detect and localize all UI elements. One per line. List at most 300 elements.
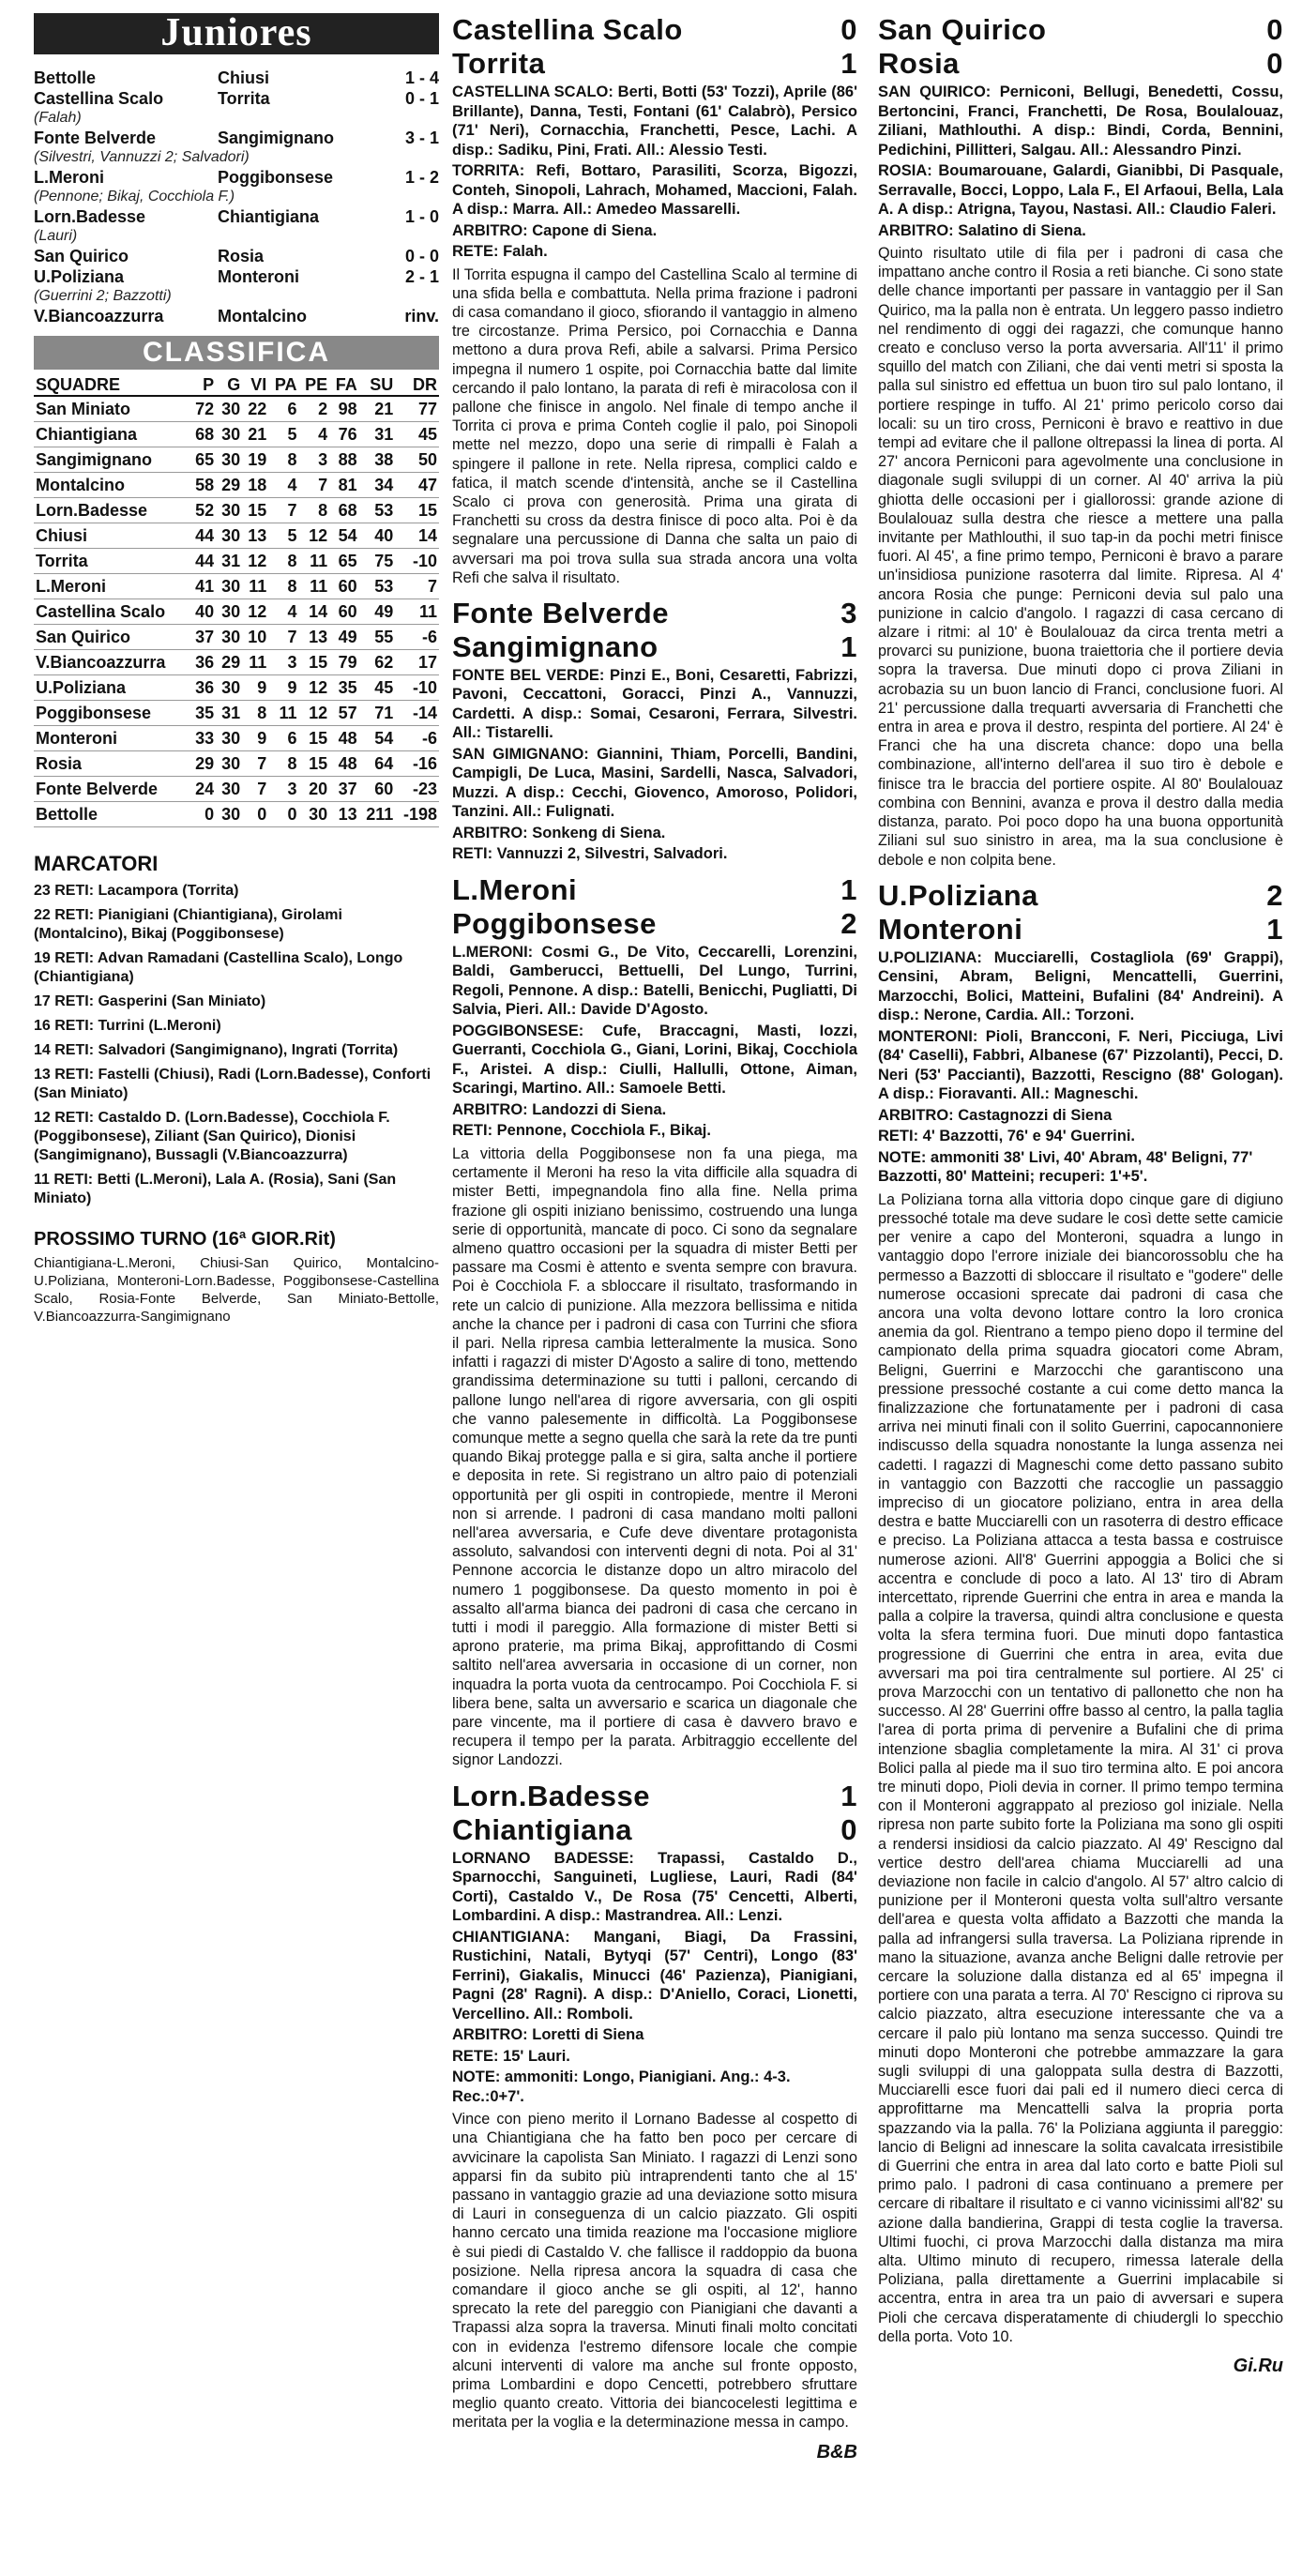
standings-team: Monteroni <box>34 726 189 751</box>
standings-cell: -6 <box>395 625 439 650</box>
result-scorers: (Lauri) <box>34 228 78 244</box>
standings-row <box>34 726 439 751</box>
match-home-line <box>452 873 857 907</box>
standings-team: Fonte Belverde <box>34 777 189 802</box>
match-home-line <box>452 13 857 47</box>
standings-cell: 55 <box>359 625 396 650</box>
standings-row <box>34 675 439 701</box>
standings-cell: 30 <box>216 396 242 422</box>
standings-cell: 12 <box>242 599 268 625</box>
match-away-score: 0 <box>840 1812 857 1846</box>
standings-cell: 21 <box>359 396 396 422</box>
result-scorers: (Pennone; Bikaj, Cocchiola F.) <box>34 189 235 205</box>
result-score: rinv. <box>404 307 439 326</box>
standings-cell: 12 <box>242 549 268 574</box>
match-away-team: Sangimignano <box>452 629 659 663</box>
standings-header-cell: FA <box>329 375 359 396</box>
standings-cell: 30 <box>216 498 242 523</box>
match-home-line <box>878 879 1283 913</box>
standings-cell: 98 <box>329 396 359 422</box>
juniores-title: Juniores <box>34 13 439 54</box>
standings-cell: 29 <box>189 751 216 777</box>
result-row <box>34 88 439 109</box>
match-away-score: 1 <box>840 629 857 663</box>
standings-cell: 22 <box>242 396 268 422</box>
result-score: 1 - 4 <box>404 68 439 87</box>
standings-cell: 10 <box>242 625 268 650</box>
lineup-home: CASTELLINA SCALO: Berti, Botti (53' Tozzi), Aprile (86' Brillante), Danna, Testi, Fontani (61' Calabrò), Persico (71' Neri), Cornacchia, Franchetti, Pesce, Lachi. A disp.: Sadiku, Pini, Frati. All.: Alessio Testi. <box>452 83 857 159</box>
standings-cell: 88 <box>329 447 359 473</box>
result-row <box>34 167 439 188</box>
result-row <box>34 246 439 266</box>
referee: ARBITRO: Landozzi di Siena. <box>452 1100 667 1118</box>
standings-cell: 54 <box>359 726 396 751</box>
standings-cell: 29 <box>216 650 242 675</box>
goals: RETI: 4' Bazzotti, 76' e 94' Guerrini. <box>878 1128 1136 1145</box>
standings-cell: 21 <box>242 422 268 447</box>
standings-row <box>34 447 439 473</box>
standings-cell: 30 <box>216 726 242 751</box>
standings-row <box>34 498 439 523</box>
prossimo-turno-title: PROSSIMO TURNO (16ª GIOR.Rit) <box>34 1229 336 1250</box>
result-scorers: (Guerrini 2; Bazzotti) <box>34 288 172 304</box>
standings-cell: -16 <box>395 751 439 777</box>
standings-cell: 8 <box>268 549 298 574</box>
standings-cell: 12 <box>299 701 330 726</box>
standings-cell: 54 <box>329 523 359 549</box>
standings-cell: 30 <box>299 802 330 827</box>
standings-cell: 11 <box>242 574 268 599</box>
standings-cell: 75 <box>359 549 396 574</box>
result-away: Sangimignano <box>218 129 335 147</box>
standings-cell: 40 <box>189 599 216 625</box>
standings-cell: 36 <box>189 675 216 701</box>
match-away-team: Torrita <box>452 47 546 80</box>
standings-cell: 11 <box>242 650 268 675</box>
result-row <box>34 128 439 148</box>
result-score: 0 - 0 <box>404 247 439 265</box>
standings-cell: 17 <box>395 650 439 675</box>
goals: RETI: Vannuzzi 2, Silvestri, Salvadori. <box>452 845 728 863</box>
standings-row <box>34 701 439 726</box>
result-home: Bettolle <box>34 68 97 87</box>
standings-cell: 30 <box>216 751 242 777</box>
standings-row <box>34 574 439 599</box>
match-away-score: 1 <box>840 47 857 80</box>
result-row <box>34 306 439 326</box>
result-row <box>34 266 439 287</box>
standings-cell: 37 <box>189 625 216 650</box>
result-away: Monteroni <box>218 267 299 286</box>
marcatori-line: 22 RETI: Pianigiani (Chiantigiana), Girolami (Montalcino), Bikaj (Poggibonsese) <box>34 907 342 942</box>
standings-cell: 34 <box>359 473 396 498</box>
standings-team: L.Meroni <box>34 574 189 599</box>
standings-cell: 7 <box>268 498 298 523</box>
result-score: 1 - 0 <box>404 207 439 226</box>
standings-cell: 14 <box>299 599 330 625</box>
match-away-team: Chiantigiana <box>452 1812 633 1846</box>
standings-row <box>34 549 439 574</box>
match-away-team: Rosia <box>878 47 960 80</box>
standings-row <box>34 751 439 777</box>
standings-cell: 60 <box>329 599 359 625</box>
standings-cell: 5 <box>268 422 298 447</box>
standings-cell: 24 <box>189 777 216 802</box>
standings-cell: 3 <box>268 650 298 675</box>
standings-cell: -23 <box>395 777 439 802</box>
match-report <box>452 13 857 587</box>
marcatori-line: 13 RETI: Fastelli (Chiusi), Radi (Lorn.Badesse), Conforti (San Miniato) <box>34 1067 431 1101</box>
referee: ARBITRO: Loretti di Siena <box>452 2026 644 2044</box>
result-scorers: (Falah) <box>34 110 82 126</box>
standings-team: U.Poliziana <box>34 675 189 701</box>
lineup-away: TORRITA: Refi, Bottaro, Parasiliti, Scorza, Bigozzi, Conteh, Sinopoli, Lahrach, Mohamed, Maccioni, Falah. A disp.: Marra. All.: Amedeo Massarelli. <box>452 162 857 218</box>
standings-row <box>34 777 439 802</box>
standings-cell: 57 <box>329 701 359 726</box>
standings-cell: 7 <box>242 751 268 777</box>
standings-cell: 79 <box>329 650 359 675</box>
match-away-line <box>452 630 857 664</box>
standings-cell: 62 <box>359 650 396 675</box>
standings-team: Rosia <box>34 751 189 777</box>
match-away-score: 1 <box>1266 912 1283 946</box>
marcatori-line: 23 RETI: Lacampora (Torrita) <box>34 883 239 899</box>
standings-row <box>34 523 439 549</box>
result-scorers: (Silvestri, Vannuzzi 2; Salvadori) <box>34 149 250 165</box>
match-home-line <box>878 13 1283 47</box>
match-away-line <box>878 47 1283 81</box>
result-away: Chiantigiana <box>218 207 320 226</box>
column-right <box>878 13 1283 2377</box>
standings-cell: 6 <box>268 396 298 422</box>
match-home-score: 1 <box>840 1779 857 1812</box>
standings-cell: 30 <box>216 625 242 650</box>
match-report-text: Il Torrita espugna il campo del Castellina Scalo al termine di una sfida bella e combattuta. Nella prima frazione i padroni di casa comandano il gioco, sfiorando il vantaggio in almeno tre circostanze. Prima Persico, poi Cornacchia e Danna mettono a dura prova Refi, abile a salvarsi. Prima Persico impegna il numero 1 ospite, poi Cornacchia batte dal limite cercando il palo lontano, la parata di refi è miracolosa con il pallone che finisce in angolo. Nel finale di tempo anche il Torrita ci prova e prima Conteh coglie il palo, poi Sinopoli mette nel mezzo, dopo una serie di rimpalli è Falah a spingere il pallone in rete. Nella ripresa, complici caldo e fatica, il match scende d'intensità, anche se il Castellina Scalo ci prova con generosità. Prima una girata di Franchetti su cross da destra finisce di poco alta. Poi è da segnalare una percussione di Danna che salta un paio di avversari ma poi trova sulla sua strada ancora una volta Refi che salva il risultato. <box>452 265 857 586</box>
referee: ARBITRO: Salatino di Siena. <box>878 221 1086 239</box>
match-report <box>878 879 1283 2346</box>
standings-team: V.Biancoazzurra <box>34 650 189 675</box>
standings-team: Bettolle <box>34 802 189 827</box>
lineup-home: U.POLIZIANA: Mucciarelli, Costagliola (69' Grappi), Censini, Abram, Beligni, Mencattelli, Guerrini, Marzocchi, Bolici, Matteini, Bufalini (84' Andreini). A disp.: Nerone, Cardia. All.: Torzoni. <box>878 948 1283 1024</box>
match-home-line <box>452 597 857 630</box>
standings-cell: 14 <box>395 523 439 549</box>
lineup-home: SAN QUIRICO: Perniconi, Bellugi, Benedetti, Cossu, Bertoncini, Franci, Franchetti, De Rosa, Boulalouaz, Ziliani, Mathlouthi. A disp.: Bindi, Corda, Bennini, Pedichini, Pillitteri, Salgau. All.: Alessandro Pinzi. <box>878 83 1283 159</box>
standings-cell: 68 <box>329 498 359 523</box>
standings-cell: -10 <box>395 675 439 701</box>
result-home: Lorn.Badesse <box>34 207 146 226</box>
standings-team: Chiusi <box>34 523 189 549</box>
standings-team: Castellina Scalo <box>34 599 189 625</box>
standings-row <box>34 396 439 422</box>
standings-team: Sangimignano <box>34 447 189 473</box>
referee: ARBITRO: Capone di Siena. <box>452 221 658 239</box>
standings-cell: 4 <box>268 473 298 498</box>
standings-cell: 8 <box>268 574 298 599</box>
standings-cell: 8 <box>268 751 298 777</box>
goals: RETE: Falah. <box>452 243 548 260</box>
notes: NOTE: ammoniti 38' Livi, 40' Abram, 48' Beligni, 77' Bazzotti, 80' Matteini; recuperi: 1'+5'. <box>878 1148 1253 1186</box>
standings-cell: 4 <box>299 422 330 447</box>
standings-cell: 81 <box>329 473 359 498</box>
standings-cell: 47 <box>395 473 439 498</box>
match-home-team: San Quirico <box>878 13 1047 46</box>
standings-cell: 3 <box>268 777 298 802</box>
match-away-score: 0 <box>1266 47 1283 80</box>
standings-cell: 77 <box>395 396 439 422</box>
standings-header-row <box>34 375 439 396</box>
lineup-home: FONTE BEL VERDE: Pinzi E., Boni, Cesaretti, Fabrizzi, Pavoni, Ceccattoni, Goracci, Pinzi A., Vannuzzi, Cardetti. A disp.: Somai, Cesaroni, Ferrara, Silvestri. All.: Tistarelli. <box>452 666 857 742</box>
standings-body <box>34 396 439 827</box>
standings-cell: 30 <box>216 599 242 625</box>
standings-cell: 65 <box>329 549 359 574</box>
lineup-away: ROSIA: Boumarouane, Galardi, Gianibbi, Di Pasquale, Serravalle, Bocci, Loppo, Lala F., El Arfaoui, Bella, Lala A. A disp.: Atrigna, Tayou, Nastasi. All.: Claudio Faleri. <box>878 162 1283 218</box>
standings-cell: 11 <box>299 574 330 599</box>
standings-cell: 13 <box>242 523 268 549</box>
standings-cell: -10 <box>395 549 439 574</box>
standings-cell: 11 <box>268 701 298 726</box>
standings-cell: 71 <box>359 701 396 726</box>
standings-team: Chiantigiana <box>34 422 189 447</box>
result-row <box>34 68 439 88</box>
result-away: Torrita <box>218 89 270 108</box>
match-report <box>452 597 857 864</box>
standings-cell: 29 <box>216 473 242 498</box>
match-report-text: Vince con pieno merito il Lornano Badesse al cospetto di una Chiantigiana che ha fatto ben poco per cercare di avvicinare la capolista San Miniato. I ragazzi di Lenzi sono apparsi fin da subito più intraprendenti tanto che al 15' passano in vantaggio grazie ad una deviazione sotto misura di Lauri in conseguenza di un calcio piazzato. Gli ospiti hanno cercato una timida reazione ma l'occasione migliore è sui piedi di Castaldo V. che fallisce il raddoppio da buona posizione. Nella ripresa ancora la squadra di casa che comandare il gioco anche se gli ospiti, al 12', hanno sprecato la rete del pareggio con Pianigiani che davanti a Trapassi alza sopra la traversa. Minuti finali molto concitati con in evidenza l'estremo difensore locale che compie alcuni interventi di valore ma anche sul fronte opposto, prima Lombardini e dopo Cencetti, potrebbero sfruttare meglio quanto creato. Vittoria dei biancocelesti legittima e meritata per la voglia e la determinazione messa in campo. <box>452 2111 857 2432</box>
match-home-team: Castellina Scalo <box>452 13 683 46</box>
marcatori-line: 17 RETI: Gasperini (San Miniato) <box>34 993 266 1009</box>
match-home-team: Fonte Belverde <box>452 596 669 629</box>
match-home-score: 3 <box>840 596 857 629</box>
result-home: Castellina Scalo <box>34 89 164 108</box>
lineup-home: LORNANO BADESSE: Trapassi, Castaldo D., Sparnocchi, Sanguineti, Lugliese, Lauri, Radi (84' Corti), Castaldo V., De Rosa (75' Cencetti, Alberti, Lombardini. A disp.: Mastrandrea. All.: Lenzi. <box>452 1849 857 1925</box>
marcatori-list <box>34 882 439 1208</box>
match-report-text: La Poliziana torna alla vittoria dopo cinque gare di digiuno pressoché totale ma deve sudare le così dette sette camicie per venire a capo del Monteroni, squadra a lungo in vantaggio dopo l'errore iniziale dei biancorossoblu che ha permesso a Bazzotti di sbloccare il risultato e "godere" delle numerose occasioni sprecate dai padroni di casa che ancora una volta devono lottare contro la loro cronica anemia da gol. Rientrano a tempo pieno dopo il termine del campionato della prima squadra giocatori come Abram, Beligni, Guerrini e Marzocchi che garantiscono una pressione pressoché costante a cui come detto manca la finalizzazione che fortunatamente per i padroni di casa arriva nei minuti finali con il solito Guerrini, capocannoniere indiscusso della squadra nonostante la lunga assenza nei cadetti. I ragazzi di Magneschi come detto passano subito in vantaggio con Bazzotti che raccoglie un passaggio impreciso di un giocatore poliziano, entra in area della destra e batte Mucciarelli con un rasoterra di destro efficace e preciso. La Poliziana attacca a testa bassa e costruisce numerose azioni. All'8' Guerrini appoggia a Bolici che si accentra e conclude di poco a lato. Al 13' tiro di Abram intercettato, riprende Guerrini che entra in area e manda la palla a colpire la traversa, quindi altra conclusione e questa volta la sfera termina fuori. Due minuti dopo fantastica progressione di Guerrini che entra in area, evita due avversari ma poi tira centralmente sul portiere. Al 25' ci prova Marzocchi con un tentativo di pallonetto che non ha successo. Al 28' Guerrini offre basso al centro, la palla taglia l'area di porta prima di pervenire a Bufalini che di prima intenzione sbaglia completamente la mira. Al 31' ci prova Bolici palla al piede ma il suo tiro termina alto. E poi ancora tre minuti dopo, Pioli devia in corner. Il primo tempo termina con il Monteroni aggrappato al prezioso gol iniziale. Nella ripresa non parte subito forte la Poliziana ma sono gli ospiti a rendersi insidiosi da calcio piazzato. Al 49' Rescigno dal vertice destro dell'area chiama Mucciarelli ad una deviazione non facile in calcio d'angolo. Al 57' altro calcio di punizione per il Monteroni questa volta sull'altro versante dell'area e questa volta affidato a Bazzotti che manda la palla ad infrangersi sulla traversa. La Poliziana riprende in mano la situazione, avanza anche Beligni dalle retrovie per cercare la soluzione dalla distanza ed al 65' impegna il portiere con una parata a terra. Al 70' Rescigno ci riprova su calcio piazzato, altra esecuzione interessante che va a cercare il palo più lontano ma senza successo. Quindi tre minuti dopo Monteroni che potrebbe ammazzare la gara sugli sviluppi di una galoppata sulla destra di Bazzotti, Mucciarelli esce fuori dai pali ed il numero dieci cerca di approfittarne ma Mencattelli salva la propria porta spazzando via la palla. 76' la Poliziana aggiunta il pareggio: lancio di Beligni ad innescare la solita cavalcata irresistibile di Guerrini che entra in area dal lato corto e batte Pioli sul primo palo. I padroni di casa continuano a premere per cercare di ribaltare il risultato e ci vanno vicinissimi all'82' su azione dalla bandierina, Grappi di testa coglie la traversa. Ultimi fuochi, ci prova Marzocchi dalla distanza ma mira alta. Ultimo minuto di recupero, rimessa laterale della Poliziana, palla direttamente a Guerrini implacabile si accentra, entra in area tra un paio di avversari e supera Pioli che cercava disperatamente di chiudergli lo specchio della porta. Voto 10. <box>878 1190 1283 2345</box>
standings-cell: 68 <box>189 422 216 447</box>
standings-row <box>34 650 439 675</box>
standings-cell: 44 <box>189 549 216 574</box>
match-reports-right <box>878 13 1283 2346</box>
standings-cell: 6 <box>268 726 298 751</box>
standings-header-cell: PE <box>299 375 330 396</box>
lineup-away: SAN GIMIGNANO: Giannini, Thiam, Porcelli, Bandini, Campigli, De Luca, Masini, Sardelli, Nasca, Salvadori, Muzzi. A disp.: Cecchi, Giovenco, Amoroso, Polidori, Tanzini. All.: Fulignati. <box>452 745 857 821</box>
standings-cell: 4 <box>268 599 298 625</box>
standings-header-cell: G <box>216 375 242 396</box>
result-away: Poggibonsese <box>218 168 334 187</box>
standings-cell: 30 <box>216 675 242 701</box>
marcatori-line: 12 RETI: Castaldo D. (Lorn.Badesse), Cocchiola F. (Poggibonsese), Ziliant (San Quirico), Dionisi (Sangimignano), Bussagli (V.Biancoazzurra) <box>34 1110 390 1163</box>
standings-cell: 9 <box>242 726 268 751</box>
standings-cell: 2 <box>299 396 330 422</box>
match-away-line <box>452 1813 857 1847</box>
column-middle <box>452 13 857 2463</box>
prossimo-turno-text: Chiantigiana-L.Meroni, Chiusi-San Quirico, Montalcino-U.Poliziana, Monteroni-Lorn.Badesse, Poggibonsese-Castellina Scalo, Rosia-Fonte Belverde, San Miniato-Bettolle, V.Biancoazzurra-Sangimignano <box>34 1255 439 1325</box>
result-away: Rosia <box>218 247 265 265</box>
lineup-home: L.MERONI: Cosmi G., De Vito, Ceccarelli, Lorenzini, Baldi, Gamberucci, Bettuelli, Del Lungo, Turrini, Regoli, Pennone. A disp.: Batelli, Benicchi, Pugliatti, Di Salvia, Pieri. All.: Davide D'Agosto. <box>452 943 857 1019</box>
standings-team: San Miniato <box>34 396 189 422</box>
result-home: V.Biancoazzurra <box>34 307 164 326</box>
standings-cell: 30 <box>216 574 242 599</box>
referee: ARBITRO: Castagnozzi di Siena <box>878 1106 1113 1124</box>
match-away-line <box>878 913 1283 947</box>
standings-team: San Quirico <box>34 625 189 650</box>
standings-header-cell: DR <box>395 375 439 396</box>
standings-cell: 0 <box>242 802 268 827</box>
standings-cell: 35 <box>329 675 359 701</box>
standings-team: Torrita <box>34 549 189 574</box>
standings-cell: 44 <box>189 523 216 549</box>
standings-cell: 30 <box>216 777 242 802</box>
standings-cell: 30 <box>216 422 242 447</box>
match-away-line <box>452 47 857 81</box>
result-away: Chiusi <box>218 68 270 87</box>
standings-cell: 7 <box>395 574 439 599</box>
signature-right: Gi.Ru <box>1233 2356 1283 2377</box>
standings-cell: 50 <box>395 447 439 473</box>
standings-cell: 38 <box>359 447 396 473</box>
match-home-team: Lorn.Badesse <box>452 1779 651 1812</box>
standings-cell: -14 <box>395 701 439 726</box>
match-home-line <box>452 1780 857 1813</box>
match-home-score: 0 <box>840 13 857 46</box>
standings-cell: 7 <box>242 777 268 802</box>
standings-cell: 45 <box>359 675 396 701</box>
standings-cell: 40 <box>359 523 396 549</box>
match-report <box>452 1780 857 2432</box>
standings-cell: -198 <box>395 802 439 827</box>
column-left <box>34 13 439 1326</box>
result-score: 1 - 2 <box>404 168 439 187</box>
results-list <box>34 68 439 326</box>
standings-cell: 15 <box>395 498 439 523</box>
match-away-team: Poggibonsese <box>452 906 657 940</box>
standings-row <box>34 599 439 625</box>
goals: RETE: 15' Lauri. <box>452 2047 570 2065</box>
standings-cell: 49 <box>329 625 359 650</box>
standings-cell: 35 <box>189 701 216 726</box>
standings-cell: 31 <box>359 422 396 447</box>
match-report <box>878 13 1283 870</box>
standings-table <box>34 375 439 827</box>
marcatori-line: 14 RETI: Salvadori (Sangimignano), Ingrati (Torrita) <box>34 1042 399 1058</box>
standings-cell: 0 <box>268 802 298 827</box>
result-score: 2 - 1 <box>404 267 439 286</box>
result-score: 0 - 1 <box>404 89 439 108</box>
standings-cell: 12 <box>299 523 330 549</box>
standings-cell: 30 <box>216 523 242 549</box>
result-score: 3 - 1 <box>404 129 439 147</box>
standings-cell: 15 <box>299 751 330 777</box>
standings-cell: 11 <box>395 599 439 625</box>
signature-middle: B&B <box>816 2441 857 2462</box>
standings-cell: -6 <box>395 726 439 751</box>
standings-cell: 60 <box>359 777 396 802</box>
standings-cell: 20 <box>299 777 330 802</box>
standings-team: Montalcino <box>34 473 189 498</box>
standings-header-cell: SQUADRE <box>34 375 189 396</box>
match-report-text: Quinto risultato utile di fila per i padroni di casa che impattano anche contro il Rosia a reti bianche. Ci sono state delle chance importanti per passare in vantaggio per il San Quirico, ma la palla non è entrata. Un leggero passo indietro nel rendimento di oggi dei ragazzi, che comunque hanno creato e concluso verso la porta avversaria. All'11' il primo squillo del match con Ziliani, che dai venti metri si sposta la palla sul sinistro ed effettua un buon tiro sul palo lontano, il portiere respinge in tuffo. Al 21' primo pericolo corso dai locali: su un tiro cross, Perniconi è bravo e reattivo in due tempi ad evitare che il pallone oltrepassi la linea di porta. Al 27' ancora Perniconi para agevolmente una conclusione in diagonale sugli sviluppi di un corner. Al 40' arriva la più ghiotta delle occasioni per i giallorossi: grande azione di Boulalouaz sulla destra che riesce a mettere una palla invitante per Mathlouthi, il suo tap-in da pochi metri finisce fuori. Al 45', a fine primo tempo, Perniconi è bravo a parare un'insidiosa punizione rasoterra dal limite. Ripresa. Al 4' ancora Rosia che punge: Perniconi devia sul palo una punizione in calcio d'angolo. I ragazzi di casa cercano di alzare i ritmi: al 10' è Boulalouaz da circa trenta metri a provarci su punizione, buona traiettoria che il portiere devia sopra la traversa. Due minuti dopo ci prova Ziliani in acrobazia su un buon lancio di Franci, conclusione fuori. Al 21' percussione dalla trequarti avversaria di Franchetti che entra in area e prova il destro, respinta del portiere. Al 24' è Franci che ha una discreta chance: dopo una bella combinazione, all'interno dell'area il suo tiro è debole e finisce tra le braccia del portiere ospite. Al 80' Boulalouaz combina con Bennini, avanza e prova il destro dalla media distanza, parato. Poi poco dopo ha una buona opportunità Ziliani sul suo sinistro in area, ma la sua conclusione è debole e non colpita bene. <box>878 245 1283 869</box>
result-row <box>34 206 439 227</box>
standings-cell: 18 <box>242 473 268 498</box>
standings-cell: 33 <box>189 726 216 751</box>
standings-cell: 3 <box>299 447 330 473</box>
standings-row <box>34 422 439 447</box>
standings-row <box>34 802 439 827</box>
match-home-team: U.Poliziana <box>878 878 1038 912</box>
lineup-away: POGGIBONSESE: Cufe, Braccagni, Masti, Iozzi, Guerranti, Cocchiola G., Giani, Lorini, Bikaj, Cocchiola F., Aristei. A disp.: Ciulli, Hallulli, Ottone, Aiman, Scaringi, Martino. All.: Samoele Betti. <box>452 1022 857 1098</box>
standings-cell: 31 <box>216 701 242 726</box>
marcatori-line: 11 RETI: Betti (L.Meroni), Lala A. (Rosia), Sani (San Miniato) <box>34 1172 397 1206</box>
standings-cell: 8 <box>242 701 268 726</box>
standings-cell: 5 <box>268 523 298 549</box>
standings-header-cell: VI <box>242 375 268 396</box>
standings-cell: 53 <box>359 498 396 523</box>
standings-cell: 15 <box>242 498 268 523</box>
standings-cell: 8 <box>268 447 298 473</box>
standings-cell: 37 <box>329 777 359 802</box>
match-away-score: 2 <box>840 906 857 940</box>
standings-cell: 15 <box>299 650 330 675</box>
result-away: Montalcino <box>218 307 307 326</box>
standings-cell: 53 <box>359 574 396 599</box>
standings-cell: 9 <box>268 675 298 701</box>
match-report-text: La vittoria della Poggibonsese non fa una piega, ma certamente il Meroni ha reso la vita difficile alla squadra di mister Betti, impegnandola fino alla fine. Nella prima frazione gli ospiti iniziano benissimo, costruendo una lunga serie di opportunità, mancate di poco. Ci sono da segnalare almeno quattro occasioni per la squadra di mister Betti per passare ma Cosmi è attento e sventa sempre con bravura. Poi è Cocchiola F. a sbloccare il risultato, trasformando in rete un calcio di punizione. Alla mezzora bellissima e nitida anche la chance per i padroni di casa con Turrini che sfiora il pari. Nella ripresa cambia letteralmente la musica. Sono infatti i ragazzi di mister D'Agosto a salire di tono, mettendo grandissima determinazione su tutti i palloni, cercando di pallone lungo nell'area di rigore avversaria, con gli ospiti che vanno palesemente in difficoltà. La Poggibonsese comunque mette a segno quella che sarà la rete da tre punti quando Bikaj protegge palla e si gira, salta anche il portiere e deposita in rete. Si registrano un altro paio di potenziali opportunità per gli ospiti in contropiede, mentre il Meroni non si arrende. I padroni di casa mandano molti palloni nell'area avversaria, e Cufe deve diventare protagonista assoluto, salvandosi con interventi degni di nota. Poi al 31' Pennone accorcia le distanze dopo un altro miracolo del numero 1 poggibonsese. Da questo momento in poi è assalto all'arma bianca dei padroni di casa che cercano in tutti i modi il pareggio. Alla formazione di mister Betti si aprono praterie, ma prima Bikaj, approfittando di Cosmi saltito nell'area avversaria in occasione di un corner, non inquadra la porta vuota da centrocampo. Poi Cocchiola F. si libera bene, salta un avversario e scarica un diagonale che pare vincente, ma il portiere di casa è davvero bravo e recupera il tempo per la parata. Arbitraggio eccellente del signor Landozzi. <box>452 1144 857 1769</box>
standings-cell: 52 <box>189 498 216 523</box>
standings-cell: 0 <box>189 802 216 827</box>
standings-cell: 211 <box>359 802 396 827</box>
standings-header-cell: PA <box>268 375 298 396</box>
result-home: L.Meroni <box>34 168 104 187</box>
standings-cell: 48 <box>329 751 359 777</box>
result-home: Fonte Belverde <box>34 129 157 147</box>
standings-team: Lorn.Badesse <box>34 498 189 523</box>
standings-cell: 41 <box>189 574 216 599</box>
standings-cell: 58 <box>189 473 216 498</box>
standings-cell: 11 <box>299 549 330 574</box>
standings-cell: 45 <box>395 422 439 447</box>
standings-cell: 76 <box>329 422 359 447</box>
match-reports-middle <box>452 13 857 2432</box>
standings-cell: 30 <box>216 802 242 827</box>
standings-cell: 49 <box>359 599 396 625</box>
result-home: U.Poliziana <box>34 267 125 286</box>
standings-row <box>34 625 439 650</box>
match-home-score: 2 <box>1266 878 1283 912</box>
lineup-away: CHIANTIGIANA: Mangani, Biagi, Da Frassini, Rustichini, Natali, Bytyqi (57' Centri), Longo (83' Ferrini), Giakalis, Minucci (46' Pazienza), Pianigiani, Pagni (28' Ragni). A disp.: D'Aniello, Coraci, Lionetti, Vercellino. All.: Romboli. <box>452 1928 857 2023</box>
standings-cell: 9 <box>242 675 268 701</box>
standings-cell: 65 <box>189 447 216 473</box>
match-away-line <box>452 907 857 941</box>
standings-team: Poggibonsese <box>34 701 189 726</box>
standings-cell: 31 <box>216 549 242 574</box>
standings-header-cell: SU <box>359 375 396 396</box>
marcatori-line: 19 RETI: Advan Ramadani (Castellina Scalo), Longo (Chiantigiana) <box>34 950 403 985</box>
referee: ARBITRO: Sonkeng di Siena. <box>452 824 666 841</box>
standings-cell: 30 <box>216 447 242 473</box>
standings-header-cell: P <box>189 375 216 396</box>
standings-cell: 72 <box>189 396 216 422</box>
result-home: San Quirico <box>34 247 129 265</box>
notes: NOTE: ammoniti: Longo, Pianigiani. Ang.: 4-3. Rec.:0+7'. <box>452 2068 791 2105</box>
lineup-away: MONTERONI: Pioli, Brancconi, F. Neri, Picciuga, Livi (84' Caselli), Fabbri, Albanese (67' Pizzolanti), Pecci, D. Neri (53' Paccianti), Bazzotti, Rescigno (88' Gologan). A disp.: Fioravanti. All.: Magneschi. <box>878 1027 1283 1103</box>
match-report <box>452 873 857 1770</box>
match-home-score: 0 <box>1266 13 1283 46</box>
standings-cell: 15 <box>299 726 330 751</box>
standings-cell: 60 <box>329 574 359 599</box>
standings-cell: 12 <box>299 675 330 701</box>
standings-row <box>34 473 439 498</box>
standings-cell: 48 <box>329 726 359 751</box>
standings-cell: 7 <box>299 473 330 498</box>
